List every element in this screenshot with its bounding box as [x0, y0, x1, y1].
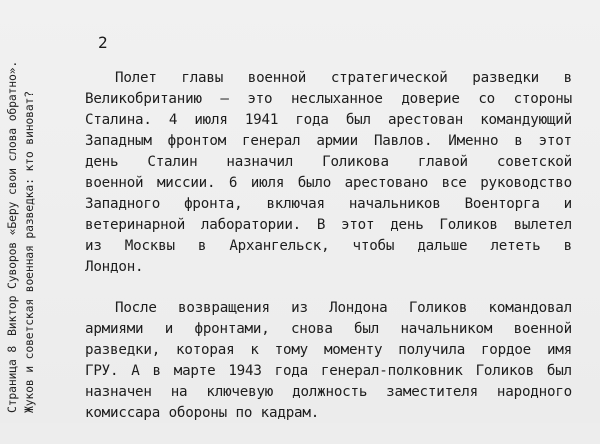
text-line: Сталина. 4 июля 1941 года был арестован командующий: [85, 112, 572, 128]
running-header-line-2: [23, 3, 36, 413]
text-line: Великобританию — это неслыханное доверие со стороны: [85, 91, 572, 107]
text-line: из Москвы в Архангельск, чтобы дальше лететь в: [85, 238, 572, 254]
running-header-rotated: [0, 0, 46, 423]
chapter-number: 2: [98, 33, 108, 52]
text-line: комиссара обороны по кадрам.: [85, 405, 320, 421]
text-line: Лондон.: [85, 259, 144, 275]
text-line: армиями и фронтами, снова был начальником военной: [85, 321, 572, 337]
text-line: военной миссии. 6 июля было арестовано все руководство: [85, 175, 572, 191]
text-line: назначен на ключевую должность заместителя народного: [85, 384, 572, 400]
text-line: Западного фронта, включая начальников Военторга и: [85, 196, 572, 212]
running-header-line-1: [6, 3, 19, 413]
text-line: После возвращения из Лондона Голиков командовал: [115, 300, 572, 316]
book-subtitle-line: Жуков и советская военная разведка: кто виноват?: [22, 91, 36, 413]
text-line: ГРУ. А в марте 1943 года генерал-полковник Голиков был: [85, 363, 572, 379]
paragraph: [85, 298, 572, 424]
text-line: разведки, которая к тому моменту получила гордое имя: [85, 342, 572, 358]
body-text: [85, 68, 572, 424]
text-line: ветеринарной лаборатории. В этот день Голиков вылетел: [85, 217, 572, 233]
text-line: Западным фронтом генерал армии Павлов. Именно в этот: [85, 133, 572, 149]
page-number-label: Страница 8: [5, 345, 19, 413]
running-header: [0, 0, 46, 423]
paragraph: [85, 68, 572, 278]
page-content: [85, 33, 572, 444]
text-line: Полет главы военной стратегической разведки в: [115, 70, 572, 86]
book-title-line: Виктор Суворов «Беру свои слова обратно».: [5, 60, 19, 336]
text-line: день Сталин назначил Голикова главой советской: [85, 154, 572, 170]
